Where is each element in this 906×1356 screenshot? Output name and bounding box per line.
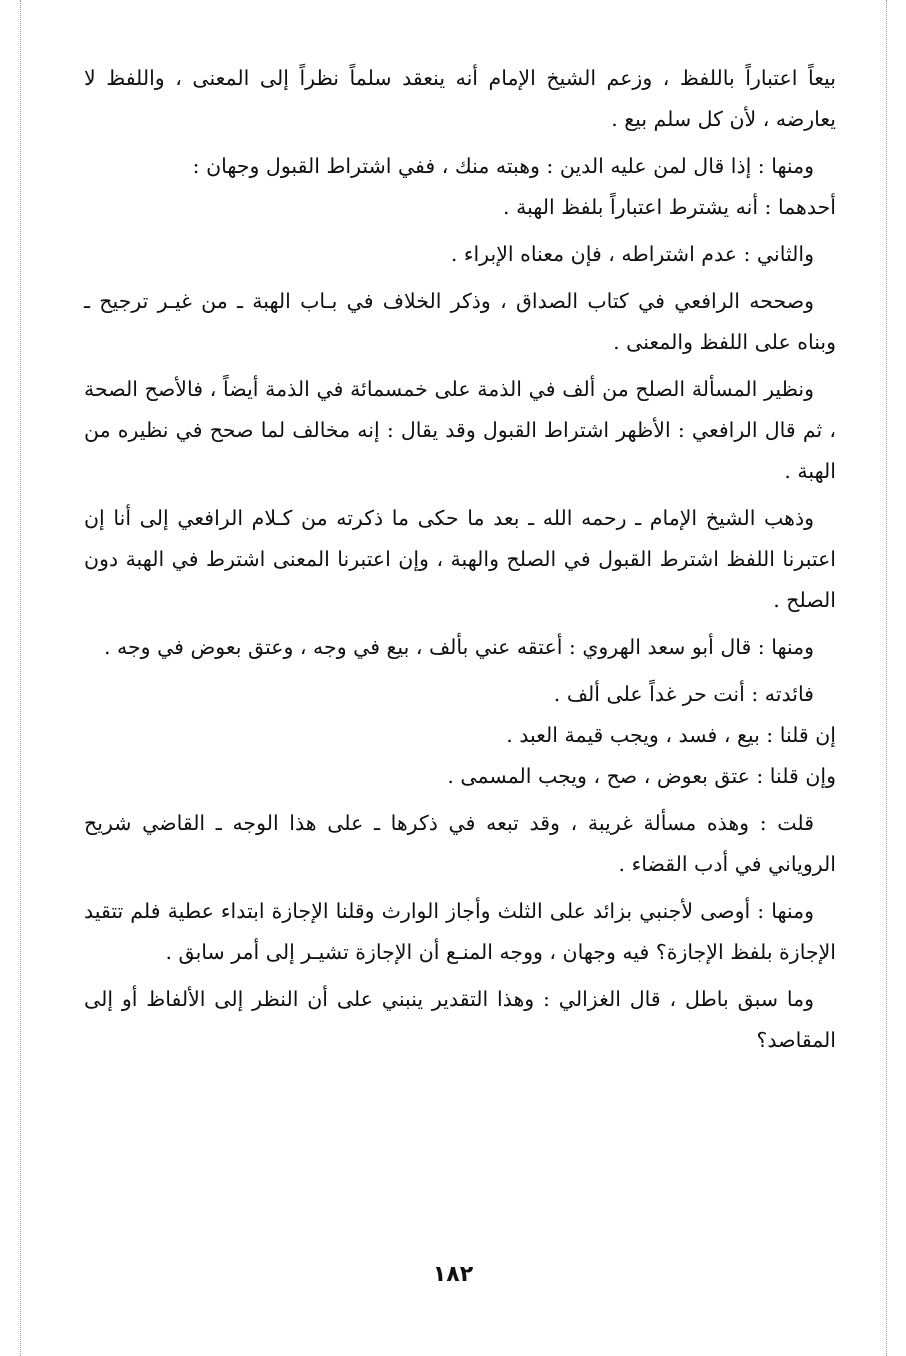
paragraph-12: قلت : وهذه مسألة غريبة ، وقد تبعه في ذكرها ـ على هذا الوجه ـ القاضي شريح الروياني في أدب القضاء . xyxy=(84,811,836,876)
paragraph-9: فائدته : أنت حر غداً على ألف . xyxy=(553,682,814,706)
paragraph-7: وذهب الشيخ الإمام ـ رحمه الله ـ بعد ما حكى ما ذكرته من كـلام الرافعي إلى أنا إن اعتبرنا اللفظ اشترط القبول في الصلح والهبة ، وإن اعتبرنا المعنى اشترط في الهبة دون الصلح . xyxy=(84,506,836,612)
paragraph-5: وصححه الرافعي في كتاب الصداق ، وذكر الخلاف في بـاب الهبة ـ من غيـر ترجيح ـ وبناه على اللفظ والمعنى . xyxy=(84,289,836,354)
left-margin-guide xyxy=(20,0,21,1356)
paragraph-1: بيعاً اعتباراً باللفظ ، وزعم الشيخ الإمام أنه ينعقد سلماً نظراً إلى المعنى ، واللفظ لا يعارضه ، لأن كل سلم بيع . xyxy=(84,66,836,131)
page-number: ١٨٢ xyxy=(432,1262,474,1287)
paragraph-2: ومنها : إذا قال لمن عليه الدين : وهبته منك ، ففي اشتراط القبول وجهان : xyxy=(192,154,814,178)
right-margin-guide xyxy=(886,0,887,1356)
paragraph-13: ومنها : أوصى لأجنبي بزائد على الثلث وأجاز الوارث وقلنا الإجازة ابتداء عطية فلم تتقيد الإجازة بلفظ الإجازة؟ فيه وجهان ، ووجه المنـع أن الإجازة تشيـر إلى أمر سابق . xyxy=(84,899,836,964)
page-body xyxy=(84,58,836,1067)
paragraph-6: ونظير المسألة الصلح من ألف في الذمة على خمسمائة في الذمة أيضاً ، فالأصح الصحة ، ثم قال الرافعي : الأظهر اشتراط القبول وقد يقال : إنه مخالف لما صحح في نظيره من الهبة . xyxy=(84,377,836,483)
paragraph-14: وما سبق باطل ، قال الغزالي : وهذا التقدير ينبني على أن النظر إلى الألفاظ أو إلى المقاصد؟ xyxy=(84,987,836,1052)
paragraph-8: ومنها : قال أبو سعد الهروي : أعتقه عني بألف ، بيع في وجه ، وعتق بعوض في وجه . xyxy=(103,635,814,659)
paragraph-4: والثاني : عدم اشتراطه ، فإن معناه الإبراء . xyxy=(450,242,814,266)
paragraph-11: وإن قلنا : عتق بعوض ، صح ، ويجب المسمى . xyxy=(447,764,836,788)
paragraph-10: إن قلنا : بيع ، فسد ، ويجب قيمة العبد . xyxy=(506,723,836,747)
paragraph-3: أحدهما : أنه يشترط اعتباراً بلفظ الهبة . xyxy=(503,195,836,219)
